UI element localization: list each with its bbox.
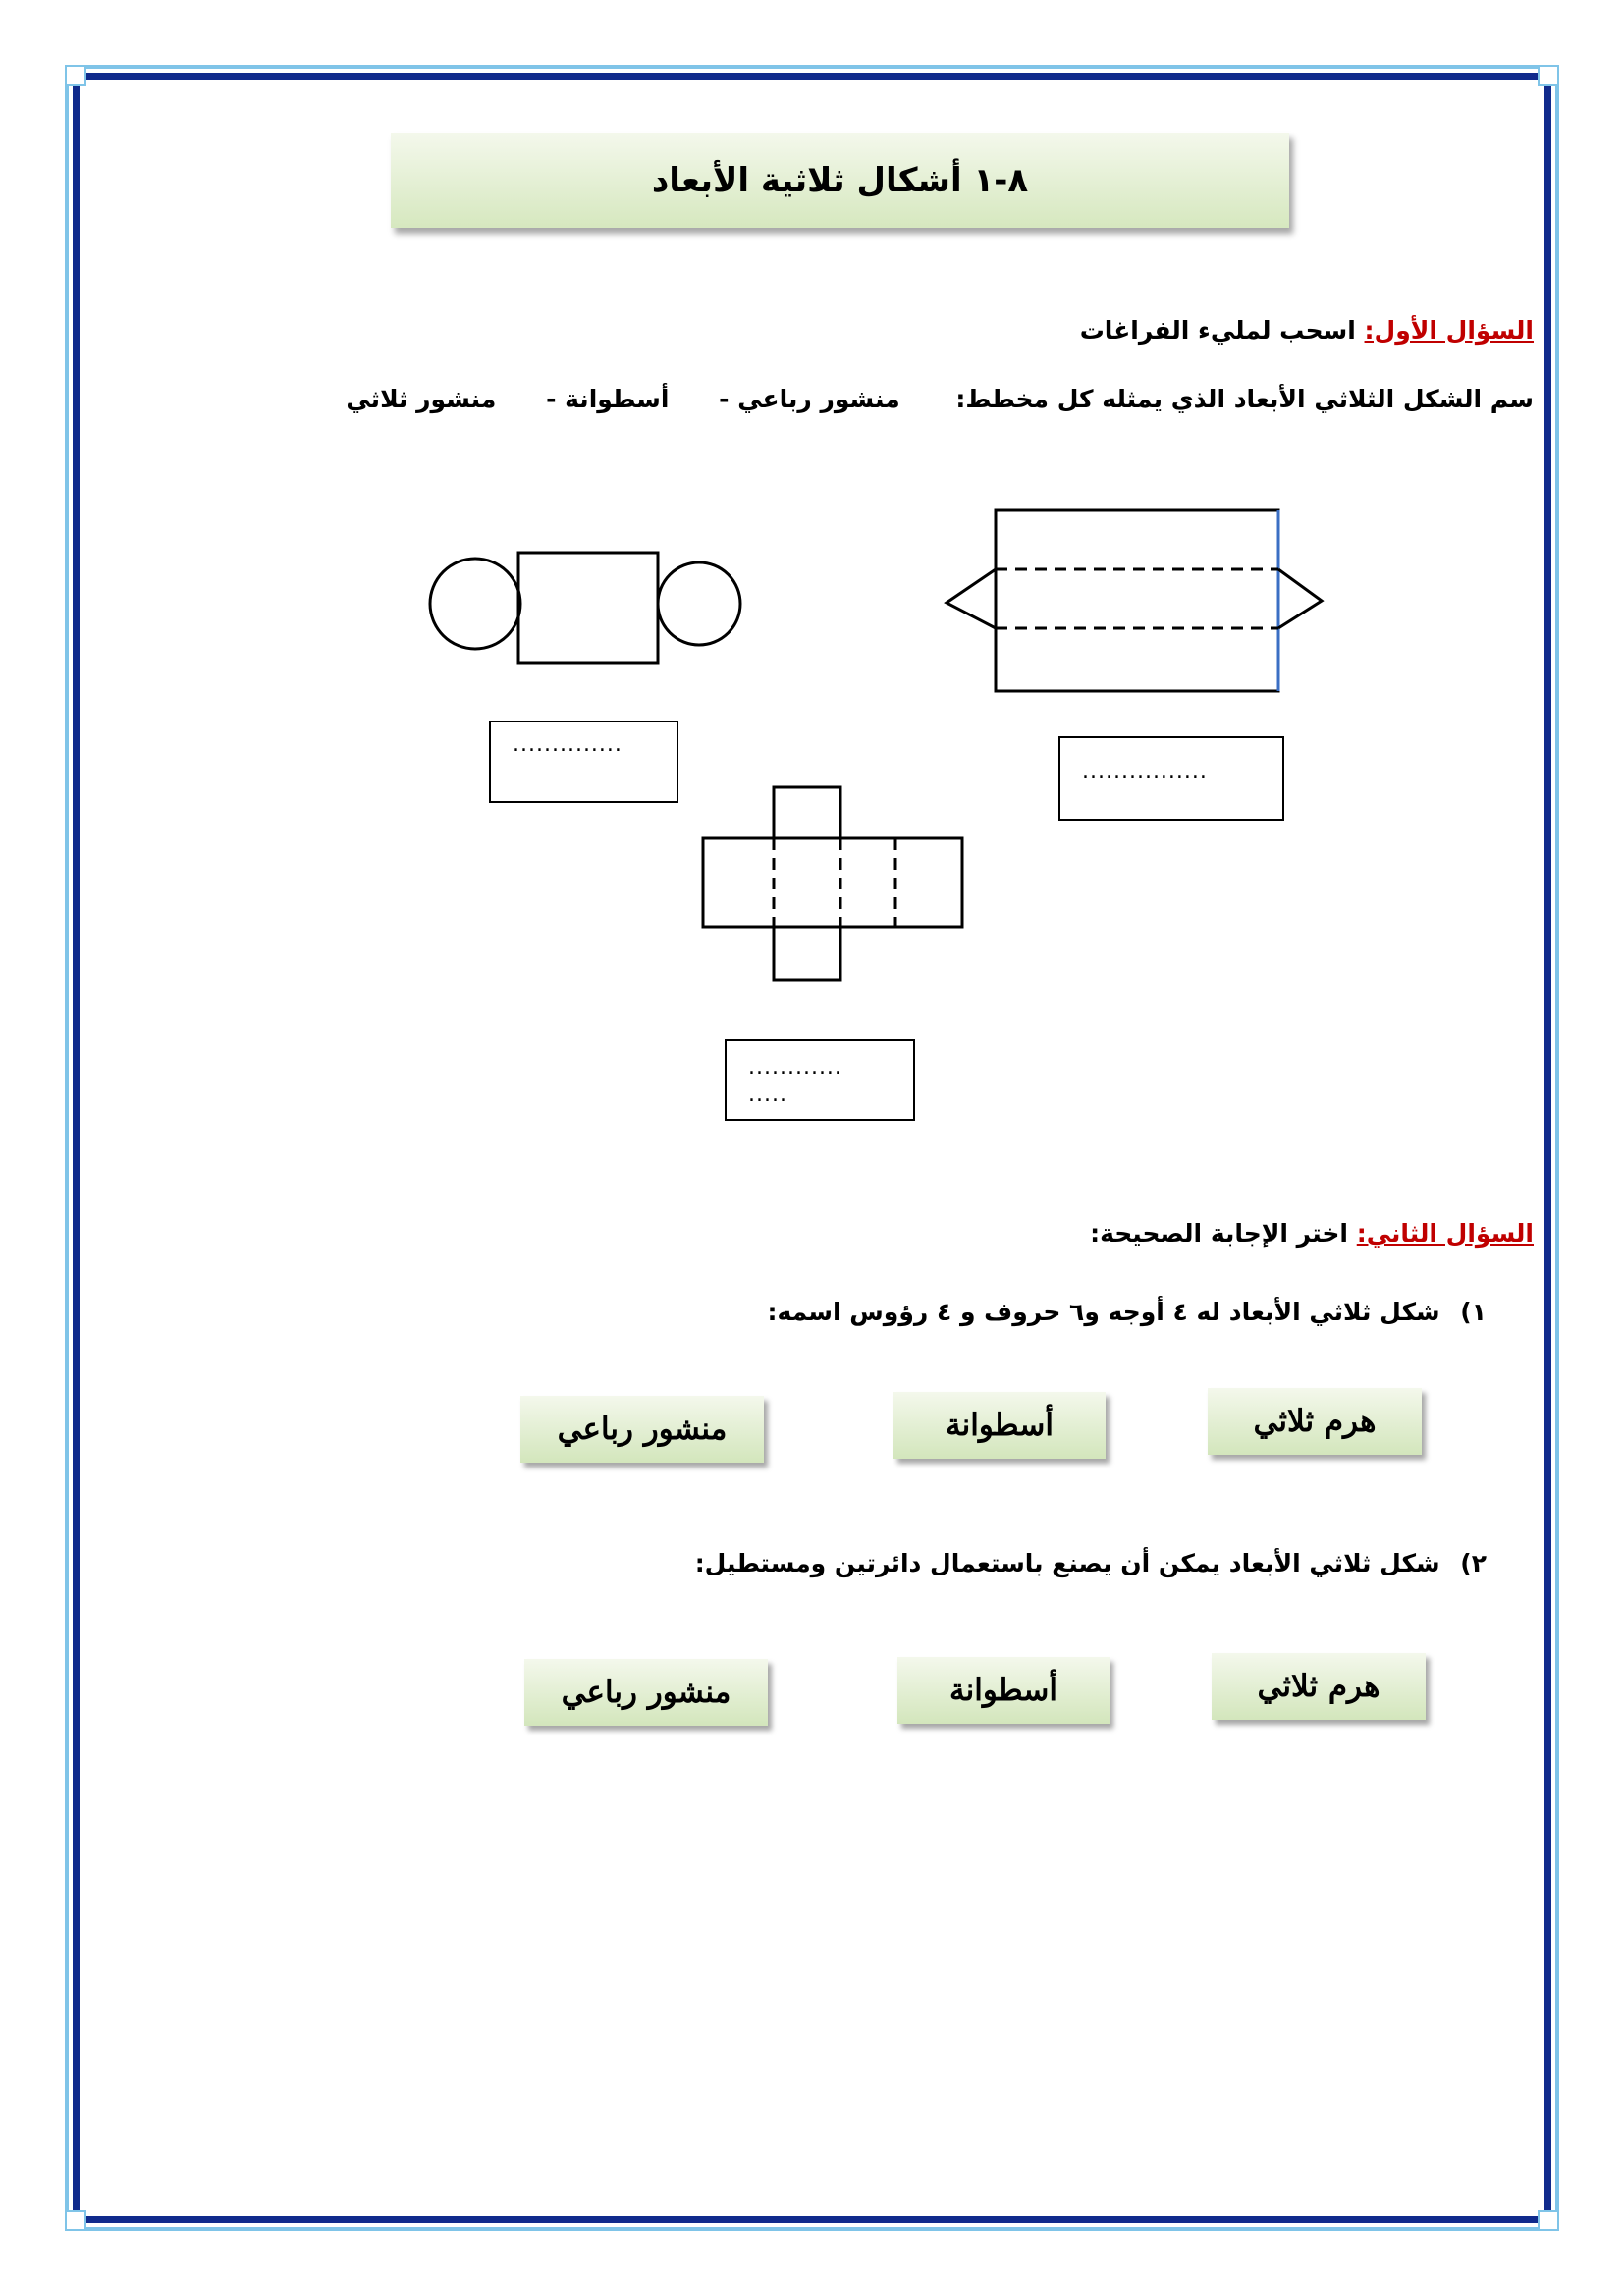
option-label: أسطوانة bbox=[949, 1673, 1057, 1708]
triangular-prism-net bbox=[947, 510, 1322, 691]
item-number: ٢) bbox=[1460, 1549, 1487, 1577]
option-button[interactable] bbox=[520, 1396, 764, 1463]
answer-box-rectangular-prism[interactable] bbox=[725, 1039, 915, 1121]
option-label: منشور رباعي bbox=[561, 1675, 731, 1710]
option-button[interactable] bbox=[897, 1657, 1110, 1724]
answer-blank: .............. bbox=[513, 732, 623, 757]
option-label: منشور رباعي bbox=[557, 1412, 728, 1447]
item-number: ١) bbox=[1460, 1298, 1487, 1326]
answer-blank: ................ bbox=[1082, 760, 1208, 784]
item-text: شكل ثلاثي الأبعاد له ٤ أوجه و٦ حروف و ٤ رؤوس اسمه: bbox=[767, 1298, 1440, 1326]
answer-box-cylinder[interactable] bbox=[489, 721, 678, 803]
q1-label: السؤال الأول: bbox=[1364, 316, 1534, 345]
option-button[interactable] bbox=[524, 1659, 768, 1726]
option-button[interactable] bbox=[893, 1392, 1106, 1459]
q2-item-1 bbox=[768, 1298, 1487, 1326]
option-button[interactable] bbox=[1212, 1653, 1426, 1720]
answer-box-triangular-prism[interactable] bbox=[1058, 736, 1284, 821]
q1-prompt: سم الشكل الثلاثي الأبعاد الذي يمثله كل مخطط: bbox=[955, 385, 1534, 413]
answer-blank: ..... bbox=[748, 1083, 787, 1107]
word-bank-item[interactable]: أسطوانة - bbox=[546, 385, 670, 413]
corner-ornament bbox=[1538, 2210, 1559, 2231]
cylinder-net bbox=[430, 553, 740, 663]
option-label: هرم ثلاثي bbox=[1257, 1669, 1380, 1704]
q2-instruction: اختر الإجابة الصحيحة: bbox=[1090, 1219, 1349, 1248]
word-bank-item[interactable]: منشور ثلاثي bbox=[346, 385, 497, 413]
answer-blank: ............ bbox=[748, 1055, 842, 1080]
q2-label: السؤال الثاني: bbox=[1356, 1219, 1534, 1248]
option-button[interactable] bbox=[1208, 1388, 1422, 1455]
option-label: هرم ثلاثي bbox=[1253, 1404, 1377, 1439]
word-bank-item[interactable]: منشور رباعي - bbox=[719, 385, 900, 413]
q2-heading bbox=[1090, 1219, 1534, 1248]
q2-item-2 bbox=[695, 1549, 1487, 1577]
corner-ornament bbox=[65, 2210, 86, 2231]
q1-instruction: اسحب لمليء الفراغات bbox=[1079, 316, 1356, 345]
item-text: شكل ثلاثي الأبعاد يمكن أن يصنع باستعمال دائرتين ومستطيل: bbox=[694, 1549, 1440, 1577]
page-title: ٨-١ أشكال ثلاثية الأبعاد bbox=[651, 160, 1029, 200]
rectangular-prism-net bbox=[703, 787, 962, 980]
option-label: أسطوانة bbox=[946, 1408, 1054, 1443]
